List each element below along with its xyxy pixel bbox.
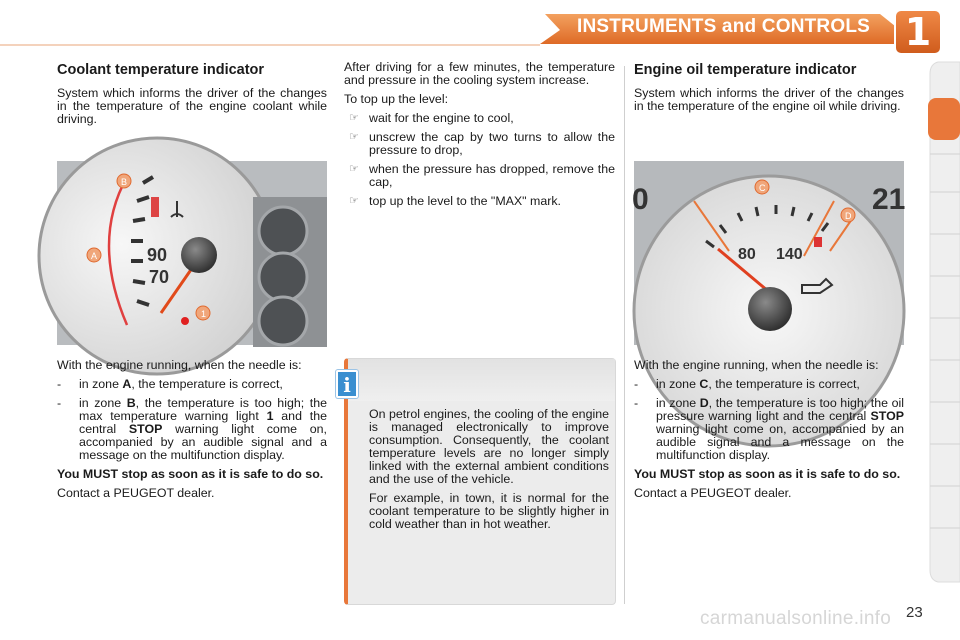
pointing-hand-icon: ☞ xyxy=(349,112,359,124)
page-number: 23 xyxy=(906,604,923,621)
coolant-warning: You MUST stop as soon as it is safe to do so. xyxy=(57,467,324,481)
column-divider xyxy=(624,66,625,604)
chapter-tab-strip xyxy=(924,62,960,582)
oil-explanation xyxy=(634,359,904,506)
oil-lead: With the engine running, when the needle is: xyxy=(634,358,879,372)
oil-gauge-image xyxy=(634,161,904,345)
watermark: carmanualsonline.info xyxy=(700,608,892,629)
oil-heading: Engine oil temperature indicator xyxy=(634,62,857,78)
oil-gauge-reading-low: 80 xyxy=(738,246,756,263)
info-paragraph: For example, in town, it is normal for the coolant temperature to be slightly higher in cold weather than in hot weather. xyxy=(369,491,609,531)
chapter-title: INSTRUMENTS and CONTROLS xyxy=(577,16,870,37)
coolant-contact: Contact a PEUGEOT dealer. xyxy=(57,486,215,500)
oil-intro: System which informs the driver of the changes in the temperature of the engine oil while driving. xyxy=(634,86,904,113)
oil-red-zone xyxy=(814,237,822,247)
topup-step: ☞ wait for the engine to cool, xyxy=(344,112,615,125)
info-box-header-band xyxy=(348,359,615,401)
topup-section xyxy=(344,61,615,214)
coolant-zone-b-label: B xyxy=(121,177,128,187)
oil-odometer-left: 0 xyxy=(632,183,649,216)
coolant-gauge-reading-low: 70 xyxy=(149,267,170,287)
oil-odometer-right: 21 xyxy=(872,183,906,216)
info-icon: i xyxy=(336,370,358,398)
chapter-number: 1 xyxy=(904,10,932,54)
coolant-item-zone-b: - in zone B, the temperature is too high; the max temperature warning light 1 and the central STOP warning light come on, accompanied by an audible signal and a message on the multifunction display. xyxy=(57,396,327,462)
oil-zone-c-label: C xyxy=(759,183,766,193)
coolant-intro: System which informs the driver of the changes in the temperature of the engine coolant while driving. xyxy=(57,86,327,126)
coolant-zone-a-label: A xyxy=(91,251,98,261)
pointing-hand-icon: ☞ xyxy=(349,195,359,207)
topup-lead: To top up the level: xyxy=(344,92,449,106)
oil-contact: Contact a PEUGEOT dealer. xyxy=(634,486,792,500)
temperature-warning-icon xyxy=(151,197,159,217)
coolant-explanation xyxy=(57,359,327,506)
coolant-gauge-image xyxy=(57,161,327,345)
oil-gauge-reading-high: 140 xyxy=(776,246,803,263)
coolant-section xyxy=(57,62,327,132)
topup-step: ☞ top up the level to the "MAX" mark. xyxy=(344,195,615,208)
coolant-item-zone-a: - in zone A, the temperature is correct, xyxy=(57,377,283,391)
oil-warning: You MUST stop as soon as it is safe to do so. xyxy=(634,467,901,481)
info-paragraph: On petrol engines, the cooling of the engine is managed electronically to improve consumption. Consequently, the coolant temperature levels are no longer simply linked with the external ambient conditions and the use of the vehicle. xyxy=(369,407,609,486)
oil-item-zone-c: - in zone C, the temperature is correct, xyxy=(634,377,860,391)
coolant-gauge-reading-high: 90 xyxy=(147,245,168,265)
oil-item-zone-d: - in zone D, the temperature is too high; the oil pressure warning light and the central STOP warning light come on, accompanied by an audible signal and a message on the multifunction display. xyxy=(634,396,904,462)
topup-step: ☞ when the pressure has dropped, remove the cap, xyxy=(344,163,615,189)
pointing-hand-icon: ☞ xyxy=(349,163,359,175)
topup-step: ☞ unscrew the cap by two turns to allow the pressure to drop, xyxy=(344,131,615,157)
coolant-lead: With the engine running, when the needle is: xyxy=(57,358,302,372)
topup-intro: After driving for a few minutes, the temperature and pressure in the cooling system increase. xyxy=(344,60,615,87)
oil-section xyxy=(634,62,904,119)
oil-zone-d-label: D xyxy=(845,211,852,221)
info-text xyxy=(369,408,609,537)
pointing-hand-icon: ☞ xyxy=(349,131,359,143)
coolant-marker-1-label: 1 xyxy=(201,309,207,319)
coolant-heading: Coolant temperature indicator xyxy=(57,62,265,78)
